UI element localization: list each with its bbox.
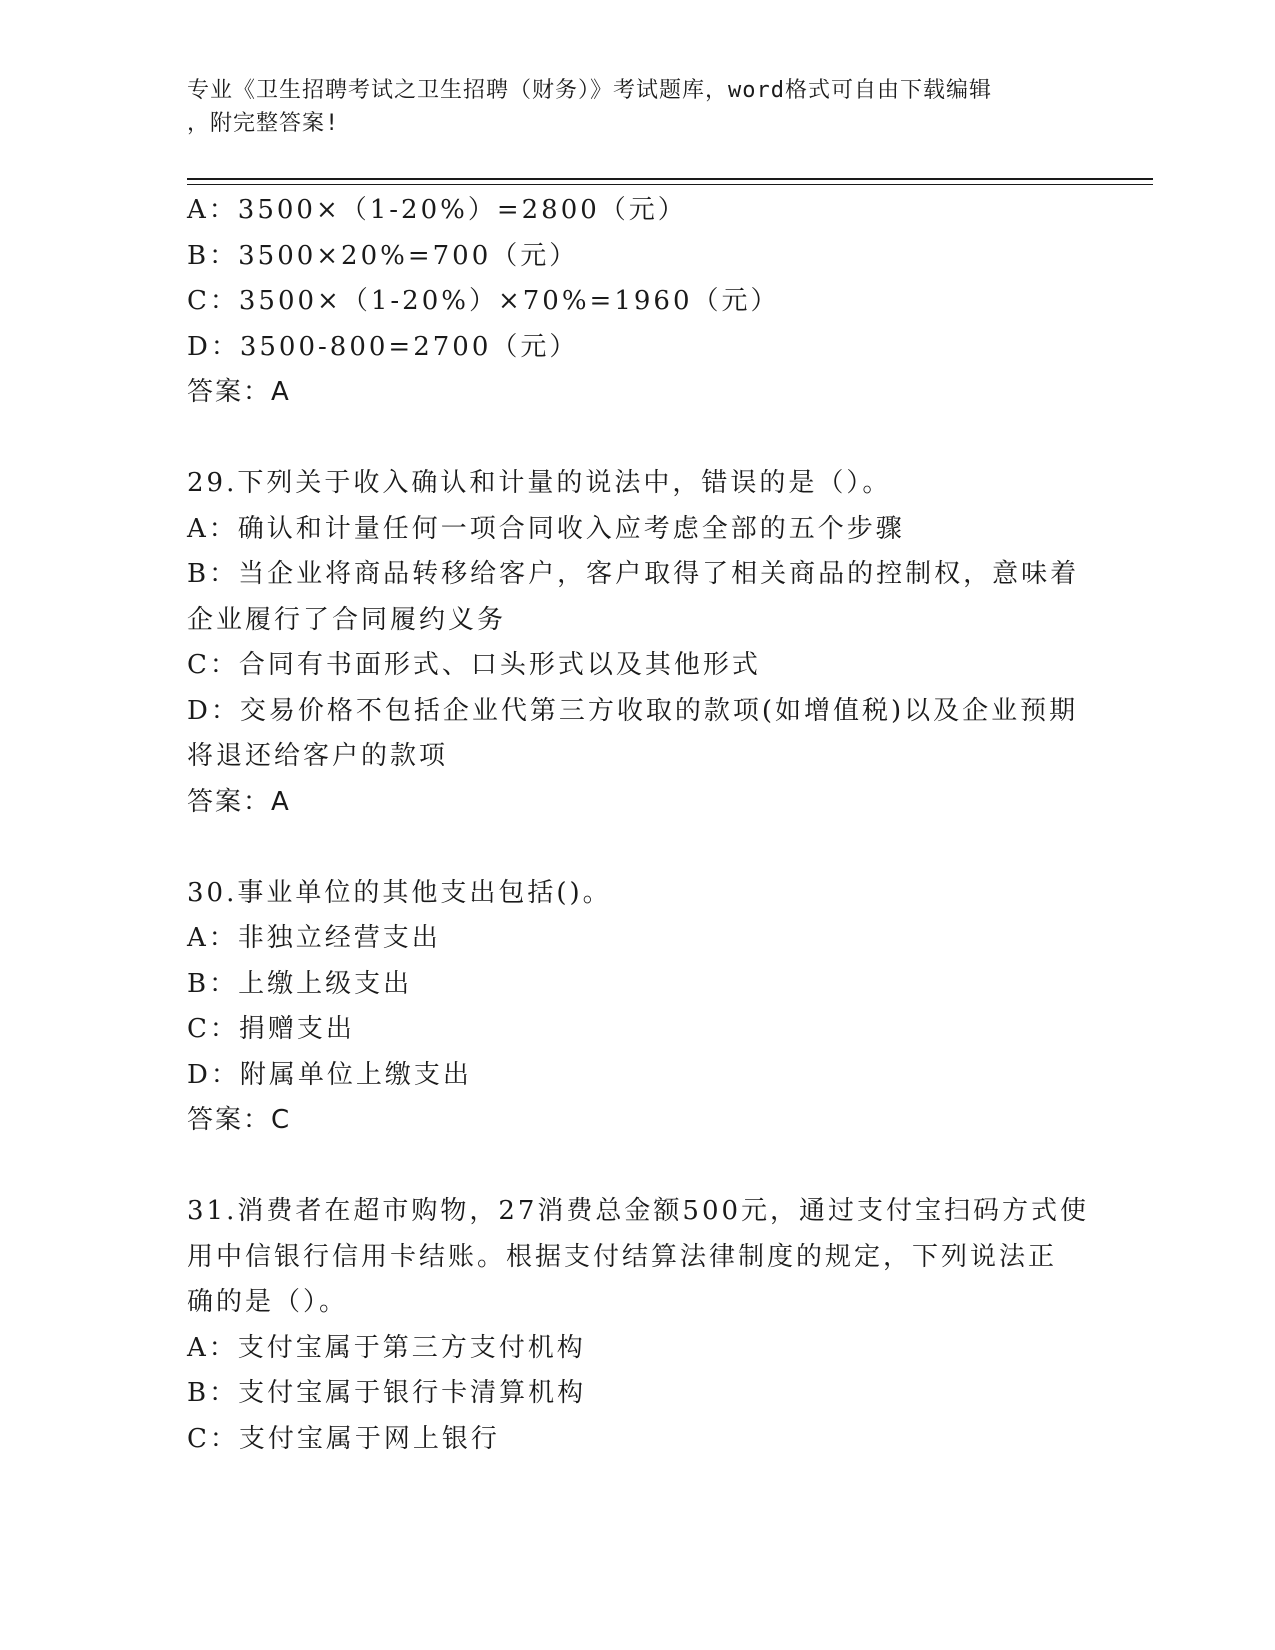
answer-line: 答案：A [187,377,291,407]
question-29-block [187,461,1087,825]
question-stem: 30.事业单位的其他支出包括()。 [187,877,612,908]
option-d: D：3500-800=2700（元） [187,331,579,362]
option-a: A：3500×（1-20%）=2800（元） [187,195,687,225]
option-c: C：3500×（1-20%）×70%=1960（元） [187,286,780,316]
option-b: B：上缴上级支出 [187,968,413,999]
option-d-line-2: 将退还给客户的款项 [187,741,449,771]
question-30-block [187,871,1087,1144]
header-divider-thick [187,178,1153,180]
question-31-block [187,1189,1090,1462]
header-line-1: 专业《卫生招聘考试之卫生招聘（财务）》考试题库，word格式可自由下载编辑 [187,78,992,103]
option-a: A：确认和计量任何一项合同收入应考虑全部的五个步骤 [187,513,905,544]
prev-question-block [187,188,1087,416]
question-stem-line-1: 31.消费者在超市购物，27消费总金额500元，通过支付宝扫码方式使 [187,1196,1090,1226]
document-header [187,74,1067,140]
spacer [187,1144,1087,1190]
document-body [187,188,1090,1462]
option-b: B：3500×20%=700（元） [187,240,579,271]
option-b: B：支付宝属于银行卡清算机构 [187,1378,587,1408]
option-c: C：支付宝属于网上银行 [187,1423,500,1454]
answer-line: 答案：C [187,1105,292,1135]
option-a: A：支付宝属于第三方支付机构 [187,1332,586,1363]
spacer [187,825,1087,871]
option-a: A：非独立经营支出 [187,923,441,953]
header-line-2: ，附完整答案! [187,111,340,136]
spacer [187,416,1087,462]
option-c: C：捐赠支出 [187,1014,355,1044]
question-stem-line-2: 用中信银行信用卡结账。根据支付结算法律制度的规定，下列说法正 [187,1241,1058,1272]
answer-line: 答案：A [187,786,291,817]
option-d-line-1: D：交易价格不包括企业代第三方收取的款项(如增值税)以及企业预期 [187,695,1079,726]
option-b-line-1: B：当企业将商品转移给客户，客户取得了相关商品的控制权，意味着 [187,559,1080,589]
option-b-line-2: 企业履行了合同履约义务 [187,604,507,635]
question-stem-line-3: 确的是（）。 [187,1287,349,1317]
header-divider-thin [187,184,1153,185]
option-c: C：合同有书面形式、口头形式以及其他形式 [187,650,761,680]
option-d: D：附属单位上缴支出 [187,1059,472,1090]
question-stem: 29.下列关于收入确认和计量的说法中，错误的是（）。 [187,468,892,498]
